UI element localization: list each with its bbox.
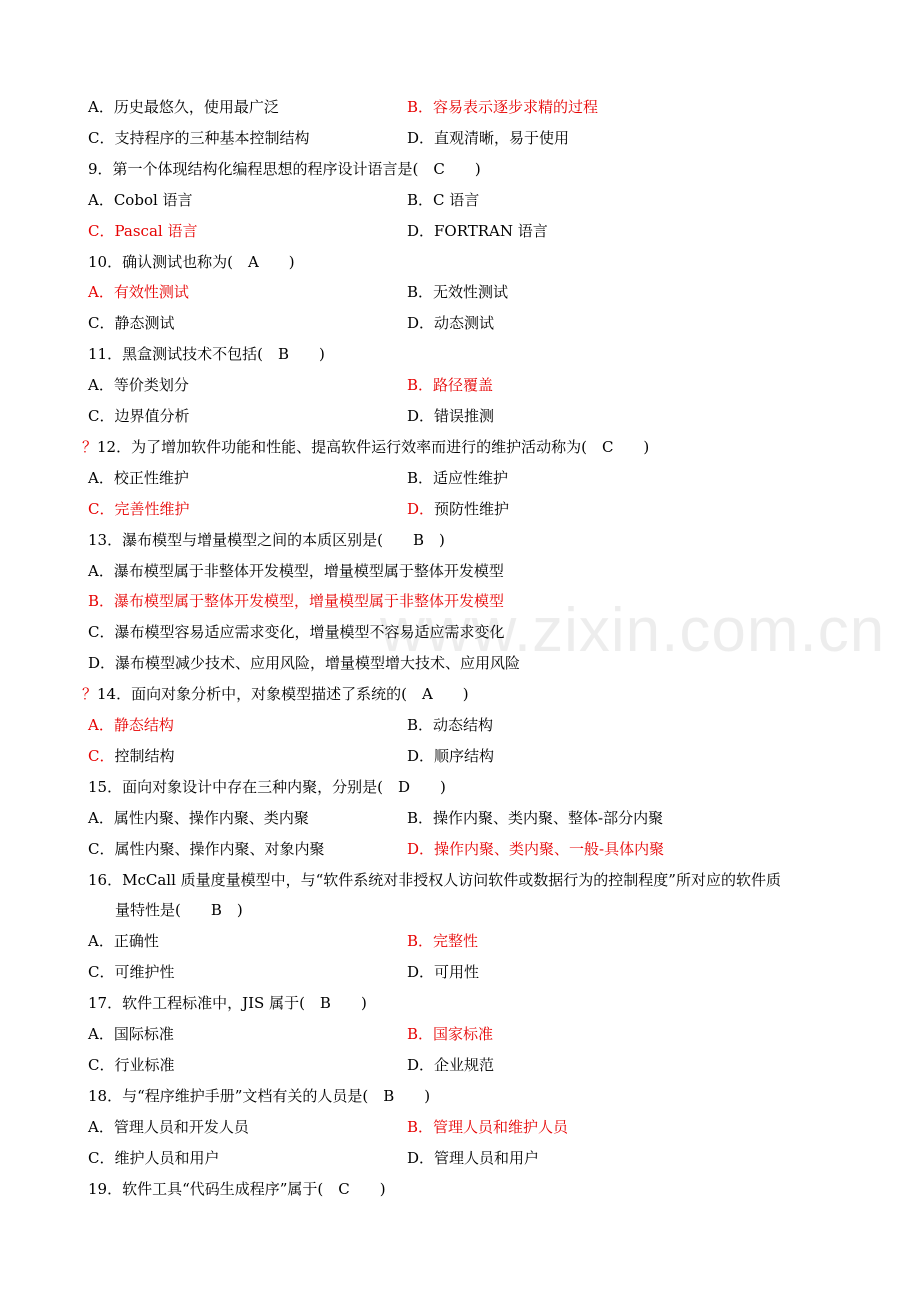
question-text: 9．第一个体现结构化编程思想的程序设计语言是( C ): [88, 159, 481, 178]
option-right: D．管理人员和用户: [407, 1148, 540, 1167]
option-left: C．可维护性: [88, 963, 175, 982]
option-full: [88, 586, 860, 617]
question-text: 10．确认测试也称为( A ): [88, 252, 295, 271]
watermark: www.zixin.com.cn: [380, 596, 886, 665]
option-row: [88, 216, 860, 247]
option-left: A．国际标准: [88, 1025, 174, 1043]
option-right: D．企业规范: [407, 1055, 495, 1074]
option-row: [88, 92, 860, 123]
question-stem: [88, 247, 860, 278]
option-text: B．瀑布模型属于整体开发模型，增量模型属于非整体开发模型: [88, 592, 505, 611]
option-right: D．动态测试: [407, 314, 495, 333]
option-right: B．完整性: [407, 932, 479, 951]
question-stem: [88, 339, 860, 370]
question-stem: [88, 1174, 860, 1205]
option-row: [88, 957, 860, 988]
question-mark-icon: ？: [82, 437, 98, 456]
option-left: A．校正性维护: [88, 468, 189, 487]
option-text: D．瀑布模型减少技术、应用风险，增量模型增大技术、应用风险: [88, 654, 521, 673]
option-right: B．适应性维护: [407, 468, 509, 487]
option-left: A．等价类划分: [88, 376, 189, 395]
option-row: [88, 1143, 860, 1174]
option-right: B．路径覆盖: [407, 376, 494, 395]
option-row: [88, 494, 860, 525]
option-row: [88, 463, 860, 494]
option-row: [88, 370, 860, 401]
option-text: C．瀑布模型容易适应需求变化，增量模型不容易适应需求变化: [88, 623, 505, 642]
option-row: [88, 1112, 860, 1143]
option-left: C．静态测试: [88, 314, 175, 333]
option-left: C．控制结构: [88, 746, 175, 765]
question-text: 量特性是( B ): [115, 901, 243, 920]
option-right: B．管理人员和维护人员: [407, 1117, 569, 1136]
option-left: C．Pascal 语言: [88, 221, 198, 240]
option-right: B．动态结构: [407, 716, 494, 734]
option-right: B．无效性测试: [407, 283, 509, 302]
question-text: 18．与“程序维护手册”文档有关的人员是( B ): [88, 1086, 431, 1105]
question-stem: [82, 679, 860, 710]
option-left: A．管理人员和开发人员: [88, 1117, 249, 1136]
option-full: [88, 617, 860, 648]
option-row: [88, 741, 860, 772]
option-row: [88, 185, 860, 216]
question-text: 19．软件工具“代码生成程序”属于( C ): [88, 1179, 386, 1198]
option-right: D．操作内聚、类内聚、一般-具体内聚: [407, 839, 665, 858]
option-right: D．顺序结构: [407, 746, 495, 765]
question-stem: [88, 525, 860, 556]
option-row: [88, 1050, 860, 1081]
option-row: [88, 1019, 860, 1050]
question-text: 14．面向对象分析中，对象模型描述了系统的( A ): [97, 685, 469, 704]
question-text: 16．McCall 质量度量模型中，与“软件系统对非授权人访问软件或数据行为的控制程度”所对应的软件质: [88, 870, 781, 889]
option-left: C．支持程序的三种基本控制结构: [88, 128, 310, 147]
option-right: D．可用性: [407, 963, 480, 982]
question-text: 15．面向对象设计中存在三种内聚，分别是( D ): [88, 777, 446, 796]
option-left: C．边界值分析: [88, 407, 190, 425]
question-text: 13．瀑布模型与增量模型之间的本质区别是( B ): [88, 530, 445, 549]
option-right: D．直观清晰，易于使用: [407, 128, 570, 147]
option-full: [88, 556, 860, 587]
option-row: [88, 401, 860, 432]
option-left: A．静态结构: [88, 716, 174, 734]
option-left: C．完善性维护: [88, 499, 190, 518]
question-stem: [88, 988, 860, 1019]
option-left: A．Cobol 语言: [88, 190, 193, 209]
question-stem: [82, 432, 860, 463]
option-full: [88, 648, 860, 679]
option-left: A．正确性: [88, 932, 159, 951]
option-left: A．属性内聚、操作内聚、类内聚: [88, 808, 309, 827]
question-text: 12．为了增加软件功能和性能、提高软件运行效率而进行的维护活动称为( C ): [97, 437, 650, 456]
question-stem: [88, 772, 860, 803]
option-left: A．历史最悠久，使用最广泛: [88, 98, 279, 116]
option-left: C．属性内聚、操作内聚、对象内聚: [88, 839, 325, 858]
option-right: B．容易表示逐步求精的过程: [407, 98, 599, 116]
option-row: [88, 123, 860, 154]
option-right: D．预防性维护: [407, 499, 510, 518]
option-left: C．维护人员和用户: [88, 1148, 220, 1167]
question-text: 17．软件工程标准中，JIS 属于( B ): [88, 994, 367, 1013]
option-right: D．FORTRAN 语言: [407, 221, 548, 240]
option-row: [88, 277, 860, 308]
question-stem: [88, 1081, 860, 1112]
option-right: B．国家标准: [407, 1025, 494, 1043]
option-row: [88, 308, 860, 339]
option-right: B．C 语言: [407, 190, 480, 209]
question-stem: [88, 154, 860, 185]
question-text: 11．黑盒测试技术不包括( B ): [88, 345, 325, 364]
option-right: B．操作内聚、类内聚、整体-部分内聚: [407, 808, 664, 827]
option-right: D．错误推测: [407, 407, 495, 425]
option-row: [88, 926, 860, 957]
option-row: [88, 710, 860, 741]
option-row: [88, 803, 860, 834]
option-text: A．瀑布模型属于非整体开发模型，增量模型属于整体开发模型: [88, 561, 504, 580]
question-continuation: [88, 895, 860, 926]
question-stem: [88, 865, 860, 896]
option-left: C．行业标准: [88, 1055, 175, 1074]
question-mark-icon: ？: [82, 685, 98, 704]
option-row: [88, 834, 860, 865]
option-left: A．有效性测试: [88, 283, 189, 302]
